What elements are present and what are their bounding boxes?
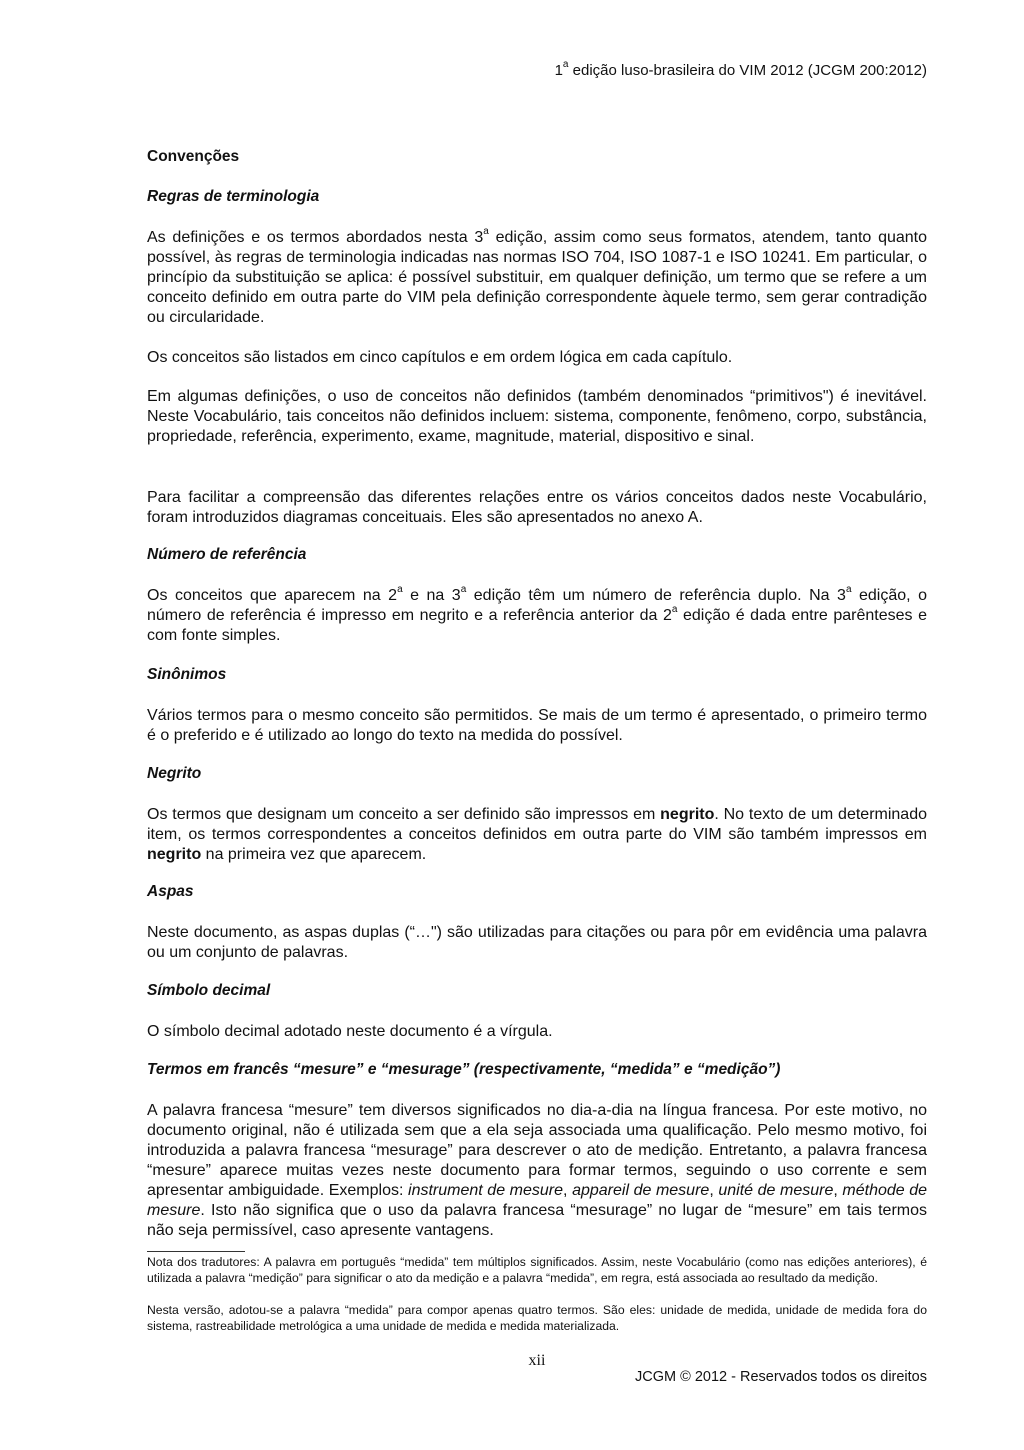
paragraph-diagrams: Para facilitar a compreensão das diferentes relações entre os vários conceitos dados neste Vocabulário, foram introduzidos diagramas conceituais. Eles são apresentados no anexo A. [147, 489, 927, 526]
footnote-translators-note: Nota dos tradutores: A palavra em português “medida” tem múltiplos significados. Assim, neste Vocabulário (como nas edições anteriores), é utilizada a palavra “medição” para significar o ato da medição e a palavra “medida”, em regra, está associada ao resultado da medição. [147, 1255, 927, 1285]
header-superscript: a [562, 59, 569, 70]
paragraph-terminology-rules: As definições e os termos abordados nesta 3$^a$ edição, assim como seus formatos, atendem, tanto quanto possível, às regras de terminologia indicadas nas normas ISO 704, ISO 1087-1 e ISO 10241. Em particular, o princípio da substituição se aplica: é possível substituir, em qualquer definição, um termo que se refere a um conceito definido em outra parte do VIM pela definição correspondente àquele termo, sem gerar contradição ou circularidade. [147, 225, 928, 326]
paragraph-synonyms: Vários termos para o mesmo conceito são permitidos. Se mais de um termo é apresentado, o primeiro termo é o preferido e é utilizado ao longo do texto na medida do possível. [147, 707, 927, 744]
heading-reference-number: Número de referência [147, 546, 307, 563]
heading-decimal-symbol: Símbolo decimal [147, 982, 271, 999]
heading-terminology: Regras de terminologia [147, 188, 320, 205]
heading-french-terms: Termos em francês “mesure” e “mesurage” (respectivamente, “medida” e “medição”) [147, 1061, 781, 1078]
heading-quotes: Aspas [147, 883, 194, 900]
copyright-footer: JCGM © 2012 - Reservados todos os direitos [635, 1369, 927, 1385]
bold-term: negrito [660, 806, 715, 823]
paragraph-chapters: Os conceitos são listados em cinco capítulos e em ordem lógica em cada capítulo. [147, 349, 733, 366]
paragraph-primitives: Em algumas definições, o uso de conceitos não definidos (também denominados “primitivos") é inevitável. Neste Vocabulário, tais conceitos não definidos incluem: sistema, componente, fenômeno, corpo, substância, propriedade, referência, experimento, exame, magnitude, material, dispositivo e sinal. [147, 388, 927, 445]
footnote-separator [147, 1251, 245, 1252]
running-header [554, 59, 927, 79]
paragraph-reference-number: Os conceitos que aparecem na 2$^a$ e na 3$^a$ edição têm um número de referência duplo. Na 3$^a$ edição, o número de referência é impresso em negrito e a referência anterior da 2$^a$ edição é dada entre parênteses e com fonte simples. [147, 583, 928, 644]
page-number: xii [528, 1352, 546, 1369]
paragraph-decimal-symbol: O símbolo decimal adotado neste documento é a vírgula. [147, 1023, 553, 1040]
heading-synonyms: Sinônimos [147, 666, 227, 683]
paragraph-quotes: Neste documento, as aspas duplas (“…") são utilizadas para citações ou para pôr em evidência uma palavra ou um conjunto de palavras. [147, 924, 927, 961]
bold-term: negrito [147, 846, 202, 863]
paragraph-french-terms: A palavra francesa “mesure” tem diversos significados no dia-a-dia na língua francesa. Por este motivo, no documento original, não é utilizada sem que a ela seja associada uma qualificação. Pelo mesmo motivo, foi introduzida a palavra francesa “mesurage” para descrever o ato de medição. Entretanto, a palavra francesa “mesure” aparece muitas vezes neste documento para formar termos, seguindo o uso corrente e sem apresentar ambiguidade. Exemplos: instrument de mesure, appareil de mesure, unité de mesure, méthode de mesure. Isto não significa que o uso da palavra francesa “mesurage” no lugar de “mesure” em tais termos não seja permissível, caso apresente vantagens. [147, 1102, 928, 1239]
heading-bold: Negrito [147, 765, 202, 782]
paragraph-bold: Os termos que designam um conceito a ser definido são impressos em negrito. No texto de um determinado item, os termos correspondentes a conceitos definidos em outra parte do VIM são também impressos em negrito na primeira vez que aparecem. [147, 806, 927, 863]
header-text: edição luso-brasileira do VIM 2012 (JCGM 200:2012) [568, 62, 927, 79]
footnote-version-note: Nesta versão, adotou-se a palavra “medida” para compor apenas quatro termos. São eles: unidade de medida, unidade de medida fora do sistema, rastreabilidade metrológica a uma unidade de medida e medida materializada. [147, 1303, 927, 1333]
page-title: Convenções [147, 148, 240, 165]
header-edition-number: 1 [554, 62, 563, 79]
